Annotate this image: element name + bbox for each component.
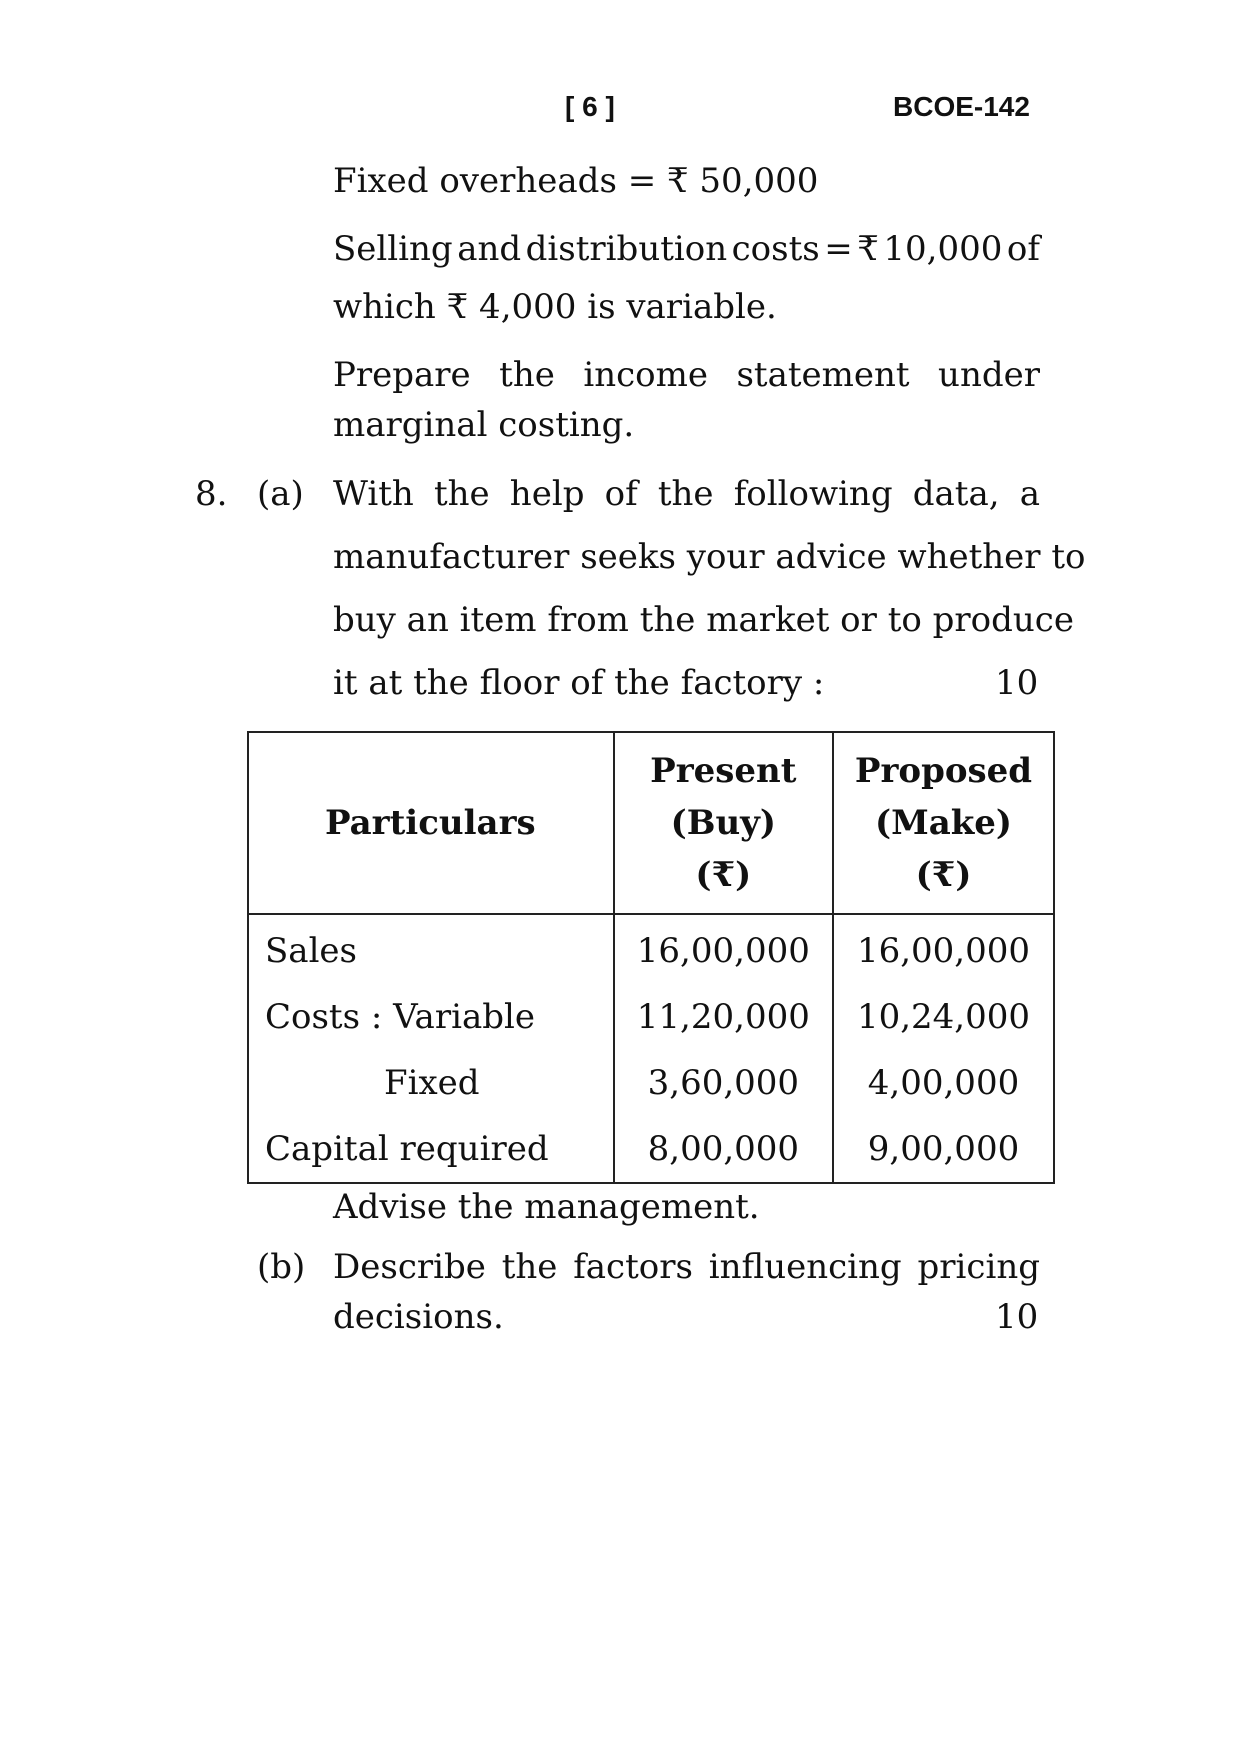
make-or-buy-table bbox=[247, 731, 1055, 1184]
table-header-row bbox=[248, 732, 1054, 914]
word: the bbox=[499, 355, 555, 395]
prepare-statement-line-1 bbox=[333, 355, 1040, 395]
word: under bbox=[938, 355, 1040, 395]
header-present-line-2: (Buy) bbox=[670, 803, 777, 843]
table-row bbox=[248, 1116, 1054, 1183]
row-label: Costs : Variable bbox=[248, 984, 614, 1050]
part-b-marks: 10 bbox=[995, 1297, 1039, 1337]
word: 10,000 bbox=[883, 229, 1003, 269]
prepare-statement-line-2: marginal costing. bbox=[333, 405, 635, 445]
header-present bbox=[614, 732, 833, 914]
word: Describe bbox=[333, 1247, 486, 1287]
part-a-line-3: buy an item from the market or to produce bbox=[333, 600, 1074, 640]
word: the bbox=[657, 474, 714, 514]
word: With bbox=[333, 474, 414, 514]
part-a-marks: 10 bbox=[995, 663, 1039, 703]
row-present-value: 16,00,000 bbox=[614, 914, 833, 984]
row-present-value: 11,20,000 bbox=[614, 984, 833, 1050]
header-proposed-line-3: (₹) bbox=[915, 855, 972, 895]
row-proposed-value: 9,00,000 bbox=[833, 1116, 1054, 1183]
selling-costs-line-1 bbox=[333, 229, 1040, 269]
part-b-line-2: decisions. bbox=[333, 1297, 504, 1337]
word: help bbox=[509, 474, 585, 514]
word: Prepare bbox=[333, 355, 471, 395]
table-row bbox=[248, 914, 1054, 984]
header-present-line-1: Present bbox=[650, 751, 797, 791]
word: income bbox=[583, 355, 708, 395]
row-label: Sales bbox=[248, 914, 614, 984]
header-present-line-3: (₹) bbox=[695, 855, 752, 895]
word: factors bbox=[573, 1247, 693, 1287]
word: of bbox=[1006, 229, 1040, 269]
word: ₹ bbox=[857, 229, 879, 269]
header-proposed-line-2: (Make) bbox=[874, 803, 1013, 843]
header-proposed-line-1: Proposed bbox=[854, 751, 1033, 791]
header-particulars bbox=[248, 732, 614, 914]
part-b-line-1 bbox=[333, 1247, 1040, 1287]
word: data, bbox=[912, 474, 1000, 514]
fixed-overheads-line: Fixed overheads = ₹ 50,000 bbox=[333, 161, 819, 201]
word: influencing bbox=[708, 1247, 902, 1287]
part-a-line-1 bbox=[333, 474, 1040, 514]
row-present-value: 8,00,000 bbox=[614, 1116, 833, 1183]
part-a-label: (a) bbox=[257, 474, 304, 514]
word: the bbox=[501, 1247, 558, 1287]
question-number: 8. bbox=[195, 474, 228, 514]
header-proposed bbox=[833, 732, 1054, 914]
row-present-value: 3,60,000 bbox=[614, 1050, 833, 1116]
word: Selling bbox=[333, 229, 453, 269]
word: a bbox=[1019, 474, 1040, 514]
part-a-line-2: manufacturer seeks your advice whether to bbox=[333, 537, 1086, 577]
part-a-line-4: it at the floor of the factory : bbox=[333, 663, 825, 703]
table-row bbox=[248, 1050, 1054, 1116]
selling-costs-line-2: which ₹ 4,000 is variable. bbox=[333, 287, 777, 327]
row-label: Fixed bbox=[248, 1050, 614, 1116]
word: = bbox=[824, 229, 853, 269]
word: and bbox=[457, 229, 522, 269]
word: following bbox=[733, 474, 893, 514]
word: of bbox=[604, 474, 638, 514]
part-b-label: (b) bbox=[257, 1247, 306, 1287]
page-number: [ 6 ] bbox=[565, 91, 615, 122]
word: statement bbox=[736, 355, 910, 395]
row-proposed-value: 10,24,000 bbox=[833, 984, 1054, 1050]
word: distribution bbox=[525, 229, 728, 269]
word: costs bbox=[731, 229, 820, 269]
row-proposed-value: 4,00,000 bbox=[833, 1050, 1054, 1116]
table-row bbox=[248, 984, 1054, 1050]
advise-management: Advise the management. bbox=[333, 1187, 760, 1227]
paper-code: BCOE-142 bbox=[893, 91, 1030, 122]
header-particulars-label: Particulars bbox=[325, 803, 536, 843]
word: pricing bbox=[917, 1247, 1040, 1287]
row-proposed-value: 16,00,000 bbox=[833, 914, 1054, 984]
row-label: Capital required bbox=[248, 1116, 614, 1183]
word: the bbox=[433, 474, 490, 514]
